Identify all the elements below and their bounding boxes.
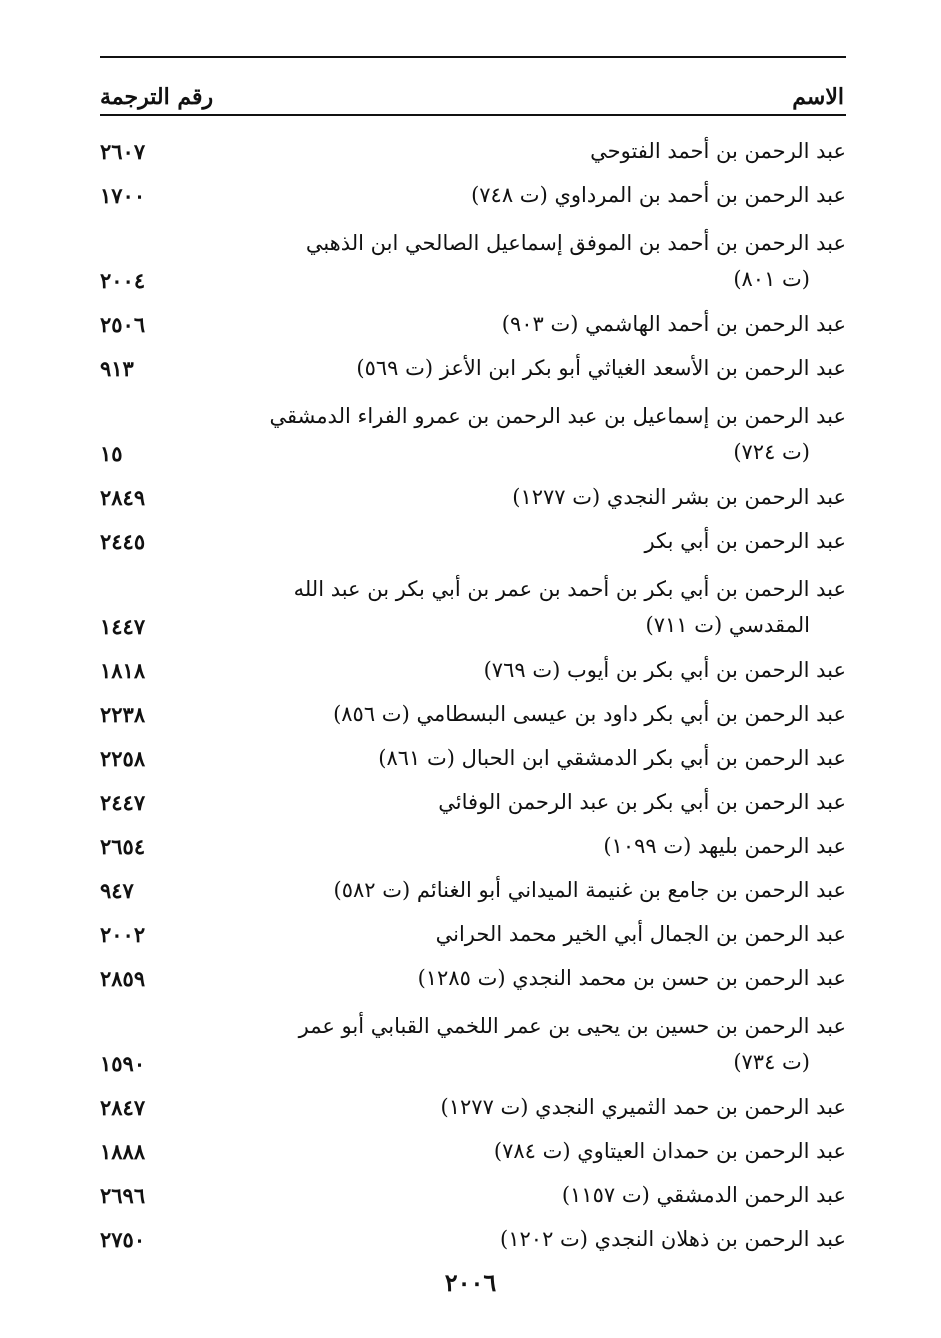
entry-name-line: عبد الرحمن بن بشر النجدي (ت ١٢٧٧) — [512, 485, 846, 509]
entry-number: ١٧٠٠ — [100, 183, 146, 208]
entry-name-line: عبد الرحمن بن أبي بكر بن أحمد بن عمر بن أبي بكر بن عبد الله — [293, 577, 846, 601]
list-item — [100, 648, 846, 692]
entry-name-line: عبد الرحمن بن الأسعد الغياثي أبو بكر ابن الأعز (ت ٥٦٩) — [356, 356, 846, 380]
entry-name-line: عبد الرحمن بن أحمد الفتوحي — [590, 139, 846, 163]
entry-number: ٢٧٥٠ — [100, 1227, 146, 1252]
page-number: ٢٠٠٦ — [444, 1268, 497, 1297]
entry-name-line: عبد الرحمن بن أحمد الهاشمي (ت ٩٠٣) — [501, 312, 846, 336]
entry-name-continuation: (ت ٨٠١) — [733, 267, 810, 291]
entry-name — [216, 1135, 846, 1173]
entry-number: ٢٤٤٥ — [100, 529, 146, 554]
entry-name-line: عبد الرحمن بن أبي بكر الدمشقي ابن الحبال (ت ٨٦١) — [378, 746, 846, 770]
entry-number: ٢٨٤٧ — [100, 1095, 146, 1120]
entry-name — [216, 874, 846, 912]
entry-name-line: عبد الرحمن بن حمد الثميري النجدي (ت ١٢٧٧) — [440, 1095, 846, 1119]
entry-name — [216, 654, 846, 692]
entry-number: ٢٠٠٢ — [100, 922, 146, 947]
entry-name-line: عبد الرحمن بن أبي بكر بن أيوب (ت ٧٦٩) — [483, 658, 846, 682]
entry-number: ٢٠٠٤ — [100, 268, 146, 293]
name-column-label: الاسم — [792, 84, 844, 110]
entry-name — [216, 962, 846, 1000]
entry-name — [216, 1008, 846, 1085]
entry-number: ١٨١٨ — [100, 658, 146, 683]
list-item — [100, 736, 846, 780]
entry-name-line: عبد الرحمن بن حمدان العيتاوي (ت ٧٨٤) — [493, 1139, 846, 1163]
list-item — [100, 173, 846, 217]
list-item — [100, 692, 846, 736]
list-item — [100, 390, 846, 475]
entry-name — [216, 308, 846, 346]
list-item — [100, 1000, 846, 1085]
entry-name — [216, 830, 846, 868]
entry-name-line: عبد الرحمن بليهد (ت ١٠٩٩) — [603, 834, 846, 858]
entry-name-line: عبد الرحمن بن جامع بن غنيمة الميداني أبو الغنائم (ت ٥٨٢) — [333, 878, 846, 902]
entry-number: ١٥٩٠ — [100, 1051, 146, 1076]
index-page — [100, 56, 846, 1316]
entry-name-continuation: المقدسي (ت ٧١١) — [645, 613, 810, 637]
entry-name-continuation: (ت ٧٣٤) — [733, 1050, 810, 1074]
column-header — [100, 58, 846, 114]
entry-name — [216, 135, 846, 173]
entry-name — [216, 525, 846, 563]
entry-name — [216, 742, 846, 780]
entry-name-line: عبد الرحمن بن حسين بن يحيى بن عمر اللخمي القبابي أبو عمر — [298, 1014, 846, 1038]
list-item — [100, 1085, 846, 1129]
entry-name-line: عبد الرحمن بن أبي بكر — [644, 529, 846, 553]
list-item — [100, 824, 846, 868]
list-item — [100, 912, 846, 956]
list-item — [100, 1173, 846, 1217]
entry-number: ٢٨٥٩ — [100, 966, 146, 991]
entry-list — [100, 129, 846, 1261]
entry-name-line: عبد الرحمن بن حسن بن محمد النجدي (ت ١٢٨٥) — [417, 966, 846, 990]
entry-number: ٢٦٠٧ — [100, 139, 146, 164]
entry-name — [216, 352, 846, 390]
list-item — [100, 475, 846, 519]
entry-name — [216, 398, 846, 475]
entry-name — [216, 1223, 846, 1261]
entry-name-line: عبد الرحمن بن إسماعيل بن عبد الرحمن بن عمرو الفراء الدمشقي — [269, 404, 846, 428]
entry-number: ٢٤٤٧ — [100, 790, 146, 815]
entry-name — [216, 698, 846, 736]
entry-number: ٢٢٣٨ — [100, 702, 146, 727]
entry-number: ٢٢٥٨ — [100, 746, 146, 771]
list-item — [100, 217, 846, 302]
entry-name-line: عبد الرحمن بن ذهلان النجدي (ت ١٢٠٢) — [500, 1227, 846, 1251]
entry-name — [216, 481, 846, 519]
entry-name-line: عبد الرحمن بن أبي بكر بن عبد الرحمن الوفائي — [438, 790, 846, 814]
entry-number: ٩١٣ — [100, 356, 134, 381]
entry-name — [216, 918, 846, 956]
list-item — [100, 780, 846, 824]
entry-name — [216, 1091, 846, 1129]
list-item — [100, 302, 846, 346]
entry-name — [216, 225, 846, 302]
entry-number: ٢٨٤٩ — [100, 485, 146, 510]
entry-name — [216, 179, 846, 217]
list-item — [100, 868, 846, 912]
entry-name-line: عبد الرحمن الدمشقي (ت ١١٥٧) — [561, 1183, 846, 1207]
entry-number: ٢٦٩٦ — [100, 1183, 146, 1208]
entry-number: ١٨٨٨ — [100, 1139, 146, 1164]
entry-number: ١٥ — [100, 441, 123, 466]
entry-name — [216, 571, 846, 648]
entry-name-line: عبد الرحمن بن الجمال أبي الخير محمد الحراني — [435, 922, 846, 946]
entry-number: ١٤٤٧ — [100, 614, 146, 639]
list-item — [100, 1129, 846, 1173]
list-item — [100, 956, 846, 1000]
entry-name-continuation: (ت ٧٢٤) — [733, 440, 810, 464]
header-rule — [100, 114, 846, 116]
list-item — [100, 563, 846, 648]
entry-name-line: عبد الرحمن بن أحمد بن المرداوي (ت ٧٤٨) — [471, 183, 846, 207]
entry-name — [216, 1179, 846, 1217]
list-item — [100, 519, 846, 563]
list-item — [100, 346, 846, 390]
entry-number: ٢٦٥٤ — [100, 834, 146, 859]
list-item — [100, 129, 846, 173]
entry-name — [216, 786, 846, 824]
number-column-label: رقم الترجمة — [100, 84, 214, 110]
entry-number: ٩٤٧ — [100, 878, 134, 903]
entry-name-line: عبد الرحمن بن أحمد بن الموفق إسماعيل الصالحي ابن الذهبي — [305, 231, 846, 255]
list-item — [100, 1217, 846, 1261]
entry-name-line: عبد الرحمن بن أبي بكر داود بن عيسى البسطامي (ت ٨٥٦) — [333, 702, 846, 726]
entry-number: ٢٥٠٦ — [100, 312, 146, 337]
